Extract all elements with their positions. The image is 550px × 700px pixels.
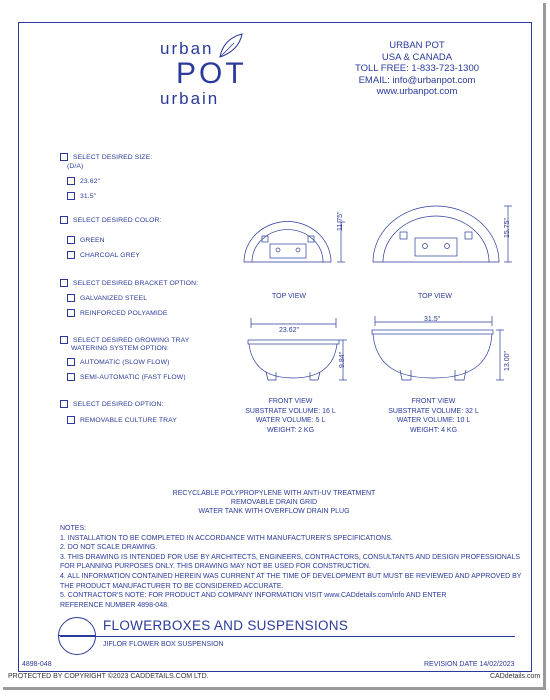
copyright-notice: PROTECTED BY COPYRIGHT ©2023 CADDETAILS.COM LTD.: [8, 673, 209, 680]
feature-2: REMOVABLE DRAIN GRID: [230, 499, 318, 506]
large-top-view: [373, 206, 512, 262]
company-region: USA & CANADA: [381, 51, 453, 63]
small-top-view-label: TOP VIEW: [272, 293, 306, 300]
small-top-view: [244, 222, 345, 262]
company-name: URBAN POT: [389, 40, 445, 51]
product-features: [130, 489, 418, 516]
note-line: 3. THIS DRAWING IS INTENDED FOR USE BY ARCHITECTS, ENGINEERS, CONTRACTORS, CONSULTANTS AND DESIGN PROFESSIONALS: [60, 553, 520, 561]
small-water-volume: WATER VOLUME: 5 L: [255, 417, 326, 424]
size-1-label: 23.62": [80, 177, 101, 185]
note-line: 2. DO NOT SCALE DRAWING.: [60, 544, 158, 552]
color-2-label: CHARCOAL GREY: [80, 251, 140, 259]
large-water-volume: WATER VOLUME: 10 L: [396, 417, 471, 424]
color-1-label: GREEN: [80, 236, 105, 244]
small-width-dimension: 23.62": [279, 327, 300, 334]
small-front-view-label: FRONT VIEW: [268, 398, 313, 405]
tray-1-label: AUTOMATIC (SLOW FLOW): [80, 358, 170, 366]
feature-3: WATER TANK WITH OVERFLOW DRAIN PLUG: [198, 508, 350, 515]
small-top-dimension: 11.75": [337, 211, 344, 231]
title-divider: [60, 636, 515, 637]
bracket-title: SELECT DESIRED BRACKET OPTION:: [73, 279, 199, 287]
extra-1-label: REMOVABLE CULTURE TRAY: [80, 416, 177, 424]
large-top-view-label: TOP VIEW: [418, 293, 452, 300]
large-width-dimension: 31.5": [424, 316, 441, 323]
note-line: REFERENCE NUMBER 4898-048.: [60, 601, 169, 609]
note-line: 1. INSTALLATION TO BE COMPLETED IN ACCORDANCE WITH MANUFACTURER'S SPECIFICATIONS.: [60, 534, 393, 542]
small-weight: WEIGHT: 2 KG: [266, 426, 315, 434]
large-top-dimension: 15.75": [504, 217, 511, 238]
caddetails-link[interactable]: CADdetails.com: [490, 673, 541, 680]
company-email[interactable]: EMAIL: info@urbanpot.com: [358, 74, 476, 86]
small-substrate-volume: SUBSTRATE VOLUME: 16 L: [245, 407, 336, 415]
feature-1: RECYCLABLE POLYPROPYLENE WITH ANTI-UV TREATMENT: [172, 490, 376, 497]
tray-title-2: WATERING SYSTEM OPTION:: [71, 345, 169, 352]
logo-line-1: urban: [160, 39, 214, 58]
bracket-1-label: GALVANIZED STEEL: [80, 294, 148, 302]
large-height-dimension: 13.00": [504, 350, 511, 371]
tray-2-label: SEMI-AUTOMATIC (FAST FLOW): [80, 373, 186, 381]
tray-title: SELECT DESIRED GROWING TRAY: [73, 336, 190, 344]
large-substrate-volume: SUBSTRATE VOLUME: 32 L: [388, 407, 479, 415]
color-title: SELECT DESIRED COLOR:: [73, 216, 162, 224]
size-sub: (D/A): [67, 163, 84, 170]
logo-line-3: urbain: [160, 89, 220, 108]
notes-heading: NOTES:: [60, 525, 87, 532]
size-2-label: 31.5": [80, 192, 97, 200]
large-front-view: [372, 316, 504, 380]
revision-date: REVISION DATE 14/02/2023: [424, 661, 515, 668]
extra-title: SELECT DESIRED OPTION:: [73, 400, 164, 408]
note-line: 4. ALL INFORMATION CONTAINED HEREIN WAS CURRENT AT THE TIME OF DEVELOPMENT BUT MUST BE REVIEWED AND APPROVED BY: [60, 572, 522, 580]
note-line[interactable]: 5. CONTRACTOR'S NOTE: FOR PRODUCT AND COMPANY INFORMATION VISIT www.CADdetails.com/info AND ENTER: [60, 592, 447, 600]
company-phone: TOLL FREE: 1-833-723-1300: [354, 63, 480, 74]
reference-number: 4898-048: [22, 661, 52, 668]
drawing-title: FLOWERBOXES AND SUSPENSIONS: [103, 618, 349, 633]
small-specs: [244, 397, 337, 435]
large-weight: WEIGHT: 4 KG: [409, 426, 458, 434]
note-line: THE PRODUCT MANUFACTURER TO BE CONSIDERED ACCURATE.: [60, 582, 284, 590]
small-height-dimension: 9.84": [339, 351, 346, 368]
logo-line-2: POT: [176, 57, 247, 90]
size-title: SELECT DESIRED SIZE:: [73, 153, 153, 161]
note-line: FOR PLANNING PURPOSES ONLY. THIS DRAWING MAY NOT BE USED FOR CONSTRUCTION.: [60, 563, 371, 571]
drawing-subtitle: JIFLOR FLOWER BOX SUSPENSION: [103, 641, 224, 648]
drawing-notes: [60, 524, 521, 610]
large-specs: [386, 397, 481, 435]
bracket-2-label: REINFORCED POLYAMIDE: [80, 309, 168, 317]
company-website[interactable]: www.urbanpot.com: [376, 86, 458, 97]
large-front-view-label: FRONT VIEW: [411, 398, 456, 405]
